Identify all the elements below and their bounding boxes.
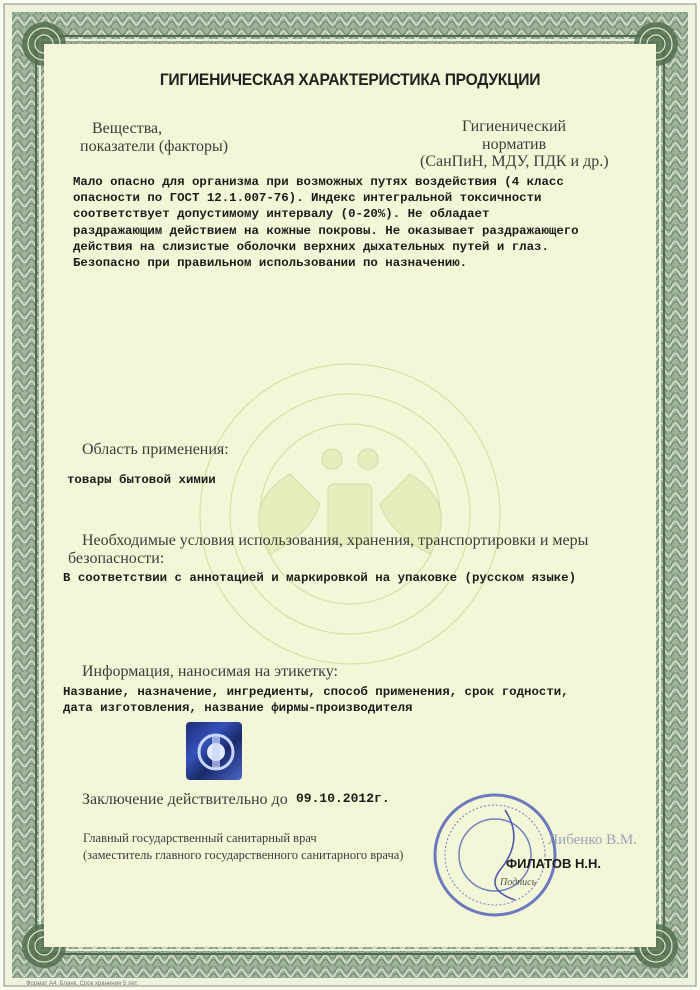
label-info-line: дата изготовления, название фирмы-производителя <box>63 701 413 716</box>
column-left-line-2: показатели (факторы) <box>80 138 229 155</box>
hologram-sticker <box>186 722 242 780</box>
label-info-line: Название, назначение, ингредиенты, способ применения, срок годности, <box>63 685 569 699</box>
validity-label: Заключение действительно до <box>82 791 288 808</box>
application-label: Область применения: <box>82 441 229 458</box>
column-right-line-1: Гигиенический <box>462 118 567 135</box>
chief-officer-title: Главный государственный санитарный врач <box>83 831 317 845</box>
characteristic-line: Безопасно при правильном использовании по назначению. <box>73 256 468 271</box>
officer-name: ФИЛАТОВ Н.Н. <box>506 856 602 871</box>
characteristic-line: Мало опасно для организма при возможных путях воздействия (4 класс <box>73 175 564 189</box>
form-footer: Формат А4. Бланк. Срок хранения 5 лет. <box>26 981 139 987</box>
column-left-line-1: Вещества, <box>92 120 163 137</box>
characteristic-line: действия на слизистые оболочки верхних дыхательных путей и глаз. <box>73 239 549 254</box>
characteristic-line: раздражающим действием на кожные покровы. Не оказывает раздражающего <box>73 223 579 238</box>
deputy-officer-title: (заместитель главного государственного санитарного врача) <box>83 848 404 862</box>
hologram-emblem-icon <box>186 722 242 780</box>
column-right-line-2: норматив <box>482 136 547 153</box>
characteristic-line: соответствует допустимому интервалу (0-20%). Не обладает <box>73 207 490 222</box>
characteristic-line: опасности по ГОСТ 12.1.007-76). Индекс интегральной токсичности <box>73 191 542 206</box>
stamp-name: Либенко В.М. <box>548 832 637 848</box>
conditions-label-line-1: Необходимые условия использования, хранения, транспортировки и меры <box>82 532 589 549</box>
official-stamp <box>430 790 560 920</box>
label-info-label: Информация, наносимая на этикетку: <box>82 663 338 680</box>
label-info-text <box>63 684 569 716</box>
signature-caption: Подпись <box>500 877 537 888</box>
column-right-line-3: (СанПиН, МДУ, ПДК и др.) <box>420 153 609 170</box>
conditions-label-line-2: безопасности: <box>68 550 165 567</box>
document-title: ГИГИЕНИЧЕСКАЯ ХАРАКТЕРИСТИКА ПРОДУКЦИИ <box>159 70 541 89</box>
application-value: товары бытовой химии <box>67 473 216 487</box>
hygienic-characteristic-text <box>73 174 579 271</box>
conditions-value: В соответствии с аннотацией и маркировкой на упаковке (русском языке) <box>63 571 577 585</box>
validity-date: 09.10.2012г. <box>296 791 390 806</box>
